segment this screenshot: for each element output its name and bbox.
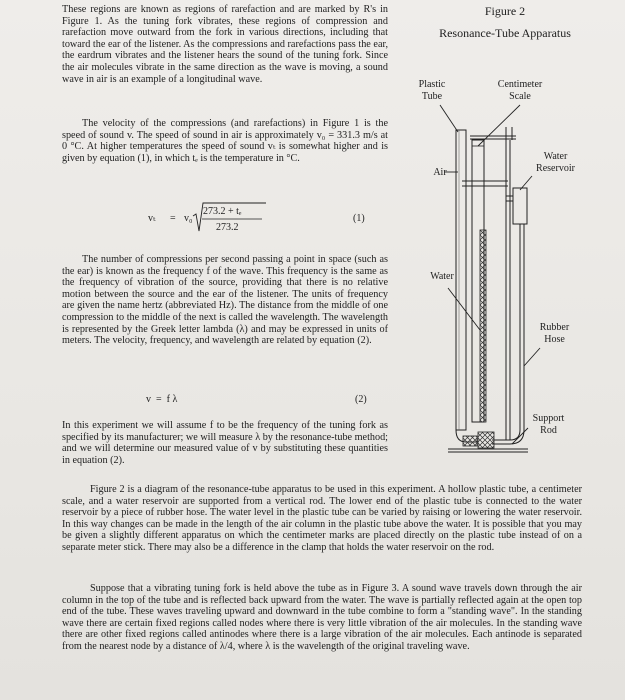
eq1-number: (1) [353, 213, 365, 224]
eq1-v0: v₀ [184, 213, 193, 224]
figure-number: Figure 2 [484, 4, 526, 18]
eq2-number: (2) [355, 394, 367, 405]
paragraph-experiment: In this experiment we will assume f to be the frequency of the tuning fork as specified by its manufacturer; we will measure λ by the resonance-tube method; and we will determine our measured value of v by substituting these quantities in equation (2). [62, 420, 389, 466]
paragraph-velocity: The velocity of the compressions (and rarefactions) in Figure 1 is the speed of sound v. The speed of sound in air is approximately v₀ = 331.3 m/s at 0 °C. At higher temperatures the speed of sound vₜ is somewhat higher and is given by equation (1), in which tₑ is the temperature in °C. [62, 118, 388, 164]
eq1-denominator: 273.2 [216, 222, 239, 233]
eq1-numerator: 273.2 + tₑ [203, 206, 242, 217]
paragraph-rarefaction: These regions are known as regions of rarefaction and are marked by R's in Figure 1. As the tuning fork vibrates, these regions of compression and rarefaction move outward from the fork in various directions, including that toward the ear of the listener. As the compressions and rarefactions pass the ear, the eardrum vibrates and the listener hears the sound of the tuning fork. Since the air molecules vibrate in the same direction as the wave is moving, a sound wave in air is an example of a longitudinal wave. [62, 4, 388, 85]
label-air: Air [433, 167, 447, 178]
label-centimeter-scale: Centimeter Scale [497, 79, 543, 102]
paragraph-standing-wave: Suppose that a vibrating tuning fork is held above the tube as in Figure 3. A sound wave travels down through the air column in the top of the tube and is reflected back upward from the water. The wave is partially reflected again at the open top end of the tube. These waves traveling upward and downward in the tube combine to form a "standing wave". In the standing wave there are certain fixed regions called nodes where there is very little vibration of the air molecules. In the standing wave there are other fixed regions called antinodes where there is a large vibration of the air molecules. Each antinode is separated from the nearest node by a distance of λ/4, where λ is the wavelength of the original traveling wave. [62, 583, 582, 652]
water-column [480, 230, 486, 422]
apparatus-base [448, 449, 528, 452]
label-water-reservoir: Water Reservoir [536, 151, 575, 174]
leader-lines [440, 105, 540, 444]
eq1-lhs: vₜ [148, 213, 156, 224]
water-reservoir [506, 188, 527, 224]
paragraph-frequency: The number of compressions per second passing a point in space (such as the ear) is known as the frequency f of the wave. This frequency is the same as the frequency of vibration of the source, providing that there is no relative motion between the source and the ear of the listener. The units of frequency are given the name hertz (abbreviated Hz). The distance from the middle of one compression to the middle of the next is called the wavelength. The wavelength is represented by the Greek letter lambda (λ) and may be expressed in units of meters. The velocity, frequency, and wavelength are related by equation (2). [62, 254, 388, 347]
label-plastic-tube: Plastic Tube [418, 79, 446, 102]
top-clamp [470, 127, 516, 140]
rubber-hose [492, 224, 524, 444]
label-support-rod: Support Rod [532, 413, 565, 436]
tube-clamp [462, 181, 508, 186]
eq1-equals: = [170, 213, 176, 224]
label-rubber-hose: Rubber Hose [539, 322, 570, 345]
label-water: Water [430, 271, 454, 282]
support-rod [506, 140, 510, 440]
figure-title: Resonance-Tube Apparatus [439, 26, 571, 40]
paragraph-figure2-description: Figure 2 is a diagram of the resonance-tube apparatus to be used in this experiment. A hollow plastic tube, a centimeter scale, and a water reservoir are supported from a vertical rod. The lower end of the plastic tube is connected to the water reservoir by a piece of rubber hose. The water level in the plastic tube can be varied by raising or lowering the water reservoir. In this way changes can be made in the length of the air column in the plastic tube above the water. It is possible that you may be given a slightly different apparatus on which the centimeter marks are placed directly on the plastic tube instead of on a separate meter stick. There may also be a difference in the clamp that holds the water reservoir on the rod. [62, 484, 582, 553]
plastic-tube [456, 130, 466, 430]
eq2-text: v = f λ [146, 394, 178, 405]
bottom-connector [456, 430, 494, 448]
